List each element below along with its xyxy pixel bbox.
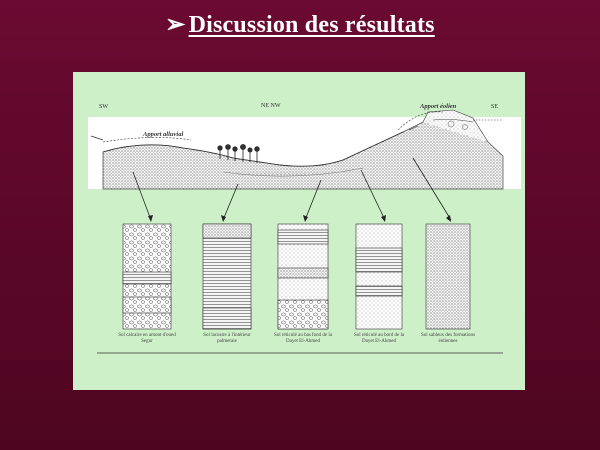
orientation-sw: SW bbox=[99, 104, 108, 110]
column-caption-5: Sol sableux des formations éoliennes bbox=[420, 333, 476, 344]
column-caption-1: Sol calcaire en amont d'oued Segur bbox=[118, 333, 176, 344]
bullet-arrow-icon: ➢ bbox=[165, 12, 186, 38]
orientation-ne-nw: NE NW bbox=[261, 103, 281, 109]
soil-column-4 bbox=[356, 224, 402, 329]
soil-column-2 bbox=[203, 224, 251, 329]
soil-column-3 bbox=[278, 224, 328, 329]
slide-title bbox=[0, 10, 600, 39]
column-caption-2: Sol lacustre à l'intérieur palmeraie bbox=[203, 333, 251, 344]
column-caption-3: Sol réticulé au bas fond de la Dayet El-Ahmed bbox=[273, 333, 333, 344]
label-apport-alluvial: Apport alluvial bbox=[143, 131, 184, 138]
soil-column-1 bbox=[123, 224, 171, 329]
orientation-se: SE bbox=[491, 104, 499, 110]
slide-title-text: Discussion des résultats bbox=[188, 12, 435, 38]
soil-toposequence-figure bbox=[73, 72, 525, 390]
soil-column-5 bbox=[426, 224, 470, 329]
label-apport-eolien: Apport éolien bbox=[420, 103, 457, 110]
column-caption-4: Sol réticulé au bord de la Dayet El-Ahmed bbox=[353, 333, 405, 344]
